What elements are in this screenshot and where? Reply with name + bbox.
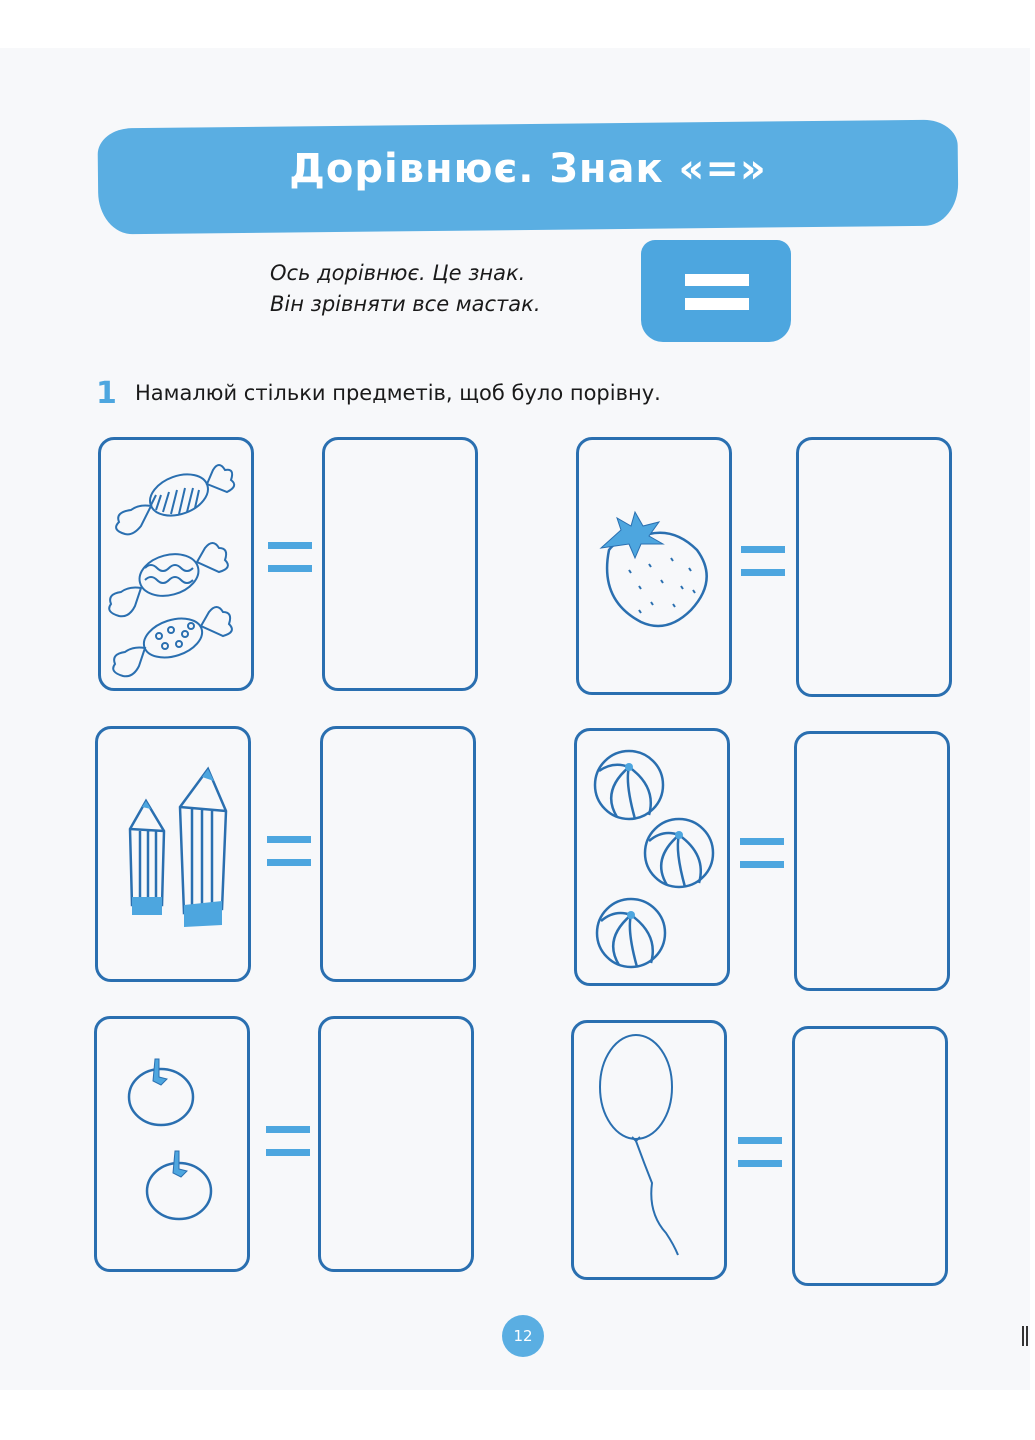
equals-sign (268, 542, 312, 572)
strawberry-icon (579, 440, 729, 690)
page-number: 12 (502, 1315, 544, 1357)
pencil-icon (98, 729, 248, 979)
picture-card-balls (574, 728, 730, 986)
candy-icon (101, 440, 251, 690)
drawing-box-strawberry[interactable] (796, 437, 952, 697)
equals-sign (741, 546, 785, 576)
equals-sign (267, 836, 311, 866)
page-title: Дорівнює. Знак «=» (289, 146, 767, 192)
rhyme-verse (270, 258, 541, 320)
equals-sign (740, 838, 784, 868)
task-instruction: Намалюй стільки предметів, щоб було порівну. (135, 381, 661, 405)
equals-bar-bottom (685, 298, 749, 310)
drawing-box-tangerines[interactable] (318, 1016, 474, 1272)
ball-icon (577, 731, 727, 981)
verse-line-1: Ось дорівнює. Це знак. (270, 261, 526, 285)
drawing-box-pencils[interactable] (320, 726, 476, 982)
picture-card-candies (98, 437, 254, 691)
equals-sign-icon (641, 240, 791, 342)
picture-card-pencils (95, 726, 251, 982)
tangerine-icon (97, 1019, 247, 1269)
task-number: 1 (96, 376, 117, 411)
drawing-box-balls[interactable] (794, 731, 950, 991)
picture-card-balloon (571, 1020, 727, 1280)
drawing-box-balloon[interactable] (792, 1026, 948, 1286)
equals-sign (738, 1137, 782, 1167)
edge-mark (1022, 1326, 1028, 1346)
drawing-box-candies[interactable] (322, 437, 478, 691)
picture-card-strawberry (576, 437, 732, 695)
balloon-icon (574, 1023, 724, 1273)
equals-sign (266, 1126, 310, 1156)
picture-card-tangerines (94, 1016, 250, 1272)
equals-bar-top (685, 274, 749, 286)
verse-line-2: Він зрівняти все мастак. (270, 292, 541, 316)
